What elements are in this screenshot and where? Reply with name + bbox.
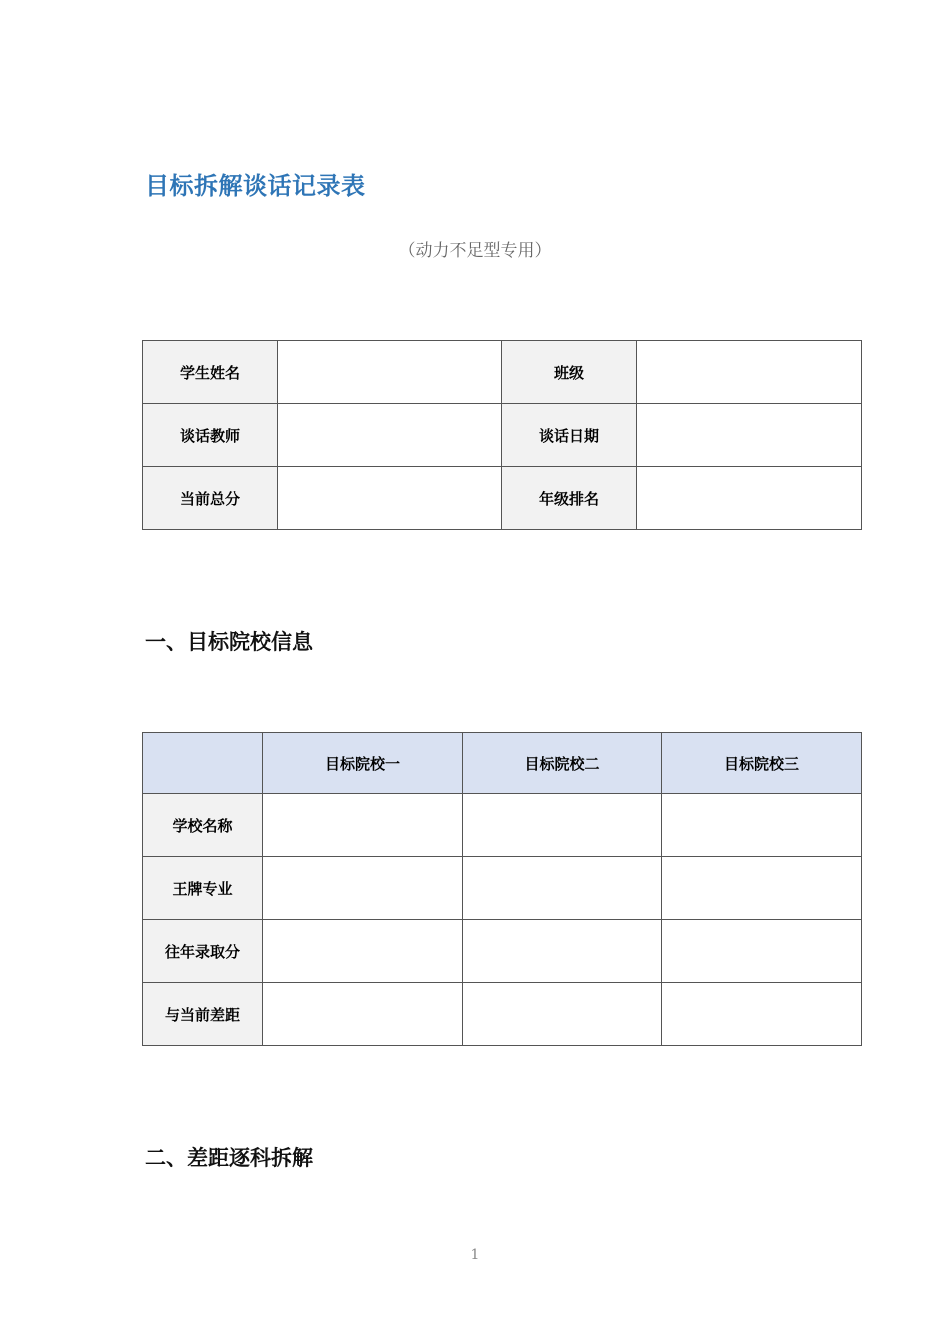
table-row — [143, 341, 862, 404]
section1-heading: 一、目标院校信息 — [145, 630, 313, 654]
table-row — [143, 857, 862, 920]
school-name-label: 学校名称 — [143, 794, 263, 857]
major-cell-1[interactable] — [263, 857, 463, 920]
total-score-field[interactable] — [278, 467, 502, 530]
header-school-1: 目标院校一 — [263, 733, 463, 794]
total-score-label: 当前总分 — [143, 467, 278, 530]
gap-cell-3[interactable] — [662, 983, 862, 1046]
table-row — [143, 983, 862, 1046]
gap-cell-1[interactable] — [263, 983, 463, 1046]
document-title: 目标拆解谈话记录表 — [145, 172, 366, 200]
gap-label: 与当前差距 — [143, 983, 263, 1046]
major-cell-2[interactable] — [463, 857, 662, 920]
date-label: 谈话日期 — [502, 404, 637, 467]
grade-rank-label: 年级排名 — [502, 467, 637, 530]
section2-heading: 二、差距逐科拆解 — [145, 1146, 313, 1170]
header-school-2: 目标院校二 — [463, 733, 662, 794]
student-name-field[interactable] — [278, 341, 502, 404]
table-row — [143, 920, 862, 983]
document-subtitle: （动力不足型专用） — [398, 241, 552, 261]
major-label: 王牌专业 — [143, 857, 263, 920]
gap-cell-2[interactable] — [463, 983, 662, 1046]
student-name-label: 学生姓名 — [143, 341, 278, 404]
table-row — [143, 794, 862, 857]
school-name-cell-2[interactable] — [463, 794, 662, 857]
page-number: 1 — [470, 1247, 480, 1263]
teacher-field[interactable] — [278, 404, 502, 467]
school-name-cell-1[interactable] — [263, 794, 463, 857]
grade-rank-field[interactable] — [637, 467, 862, 530]
past-score-label: 往年录取分 — [143, 920, 263, 983]
teacher-label: 谈话教师 — [143, 404, 278, 467]
school-name-cell-3[interactable] — [662, 794, 862, 857]
table-row — [143, 404, 862, 467]
target-schools-table — [142, 732, 862, 1046]
table-header-row — [143, 733, 862, 794]
header-corner — [143, 733, 263, 794]
student-info-table — [142, 340, 862, 530]
date-field[interactable] — [637, 404, 862, 467]
major-cell-3[interactable] — [662, 857, 862, 920]
table-row — [143, 467, 862, 530]
class-field[interactable] — [637, 341, 862, 404]
past-score-cell-2[interactable] — [463, 920, 662, 983]
past-score-cell-1[interactable] — [263, 920, 463, 983]
class-label: 班级 — [502, 341, 637, 404]
header-school-3: 目标院校三 — [662, 733, 862, 794]
past-score-cell-3[interactable] — [662, 920, 862, 983]
